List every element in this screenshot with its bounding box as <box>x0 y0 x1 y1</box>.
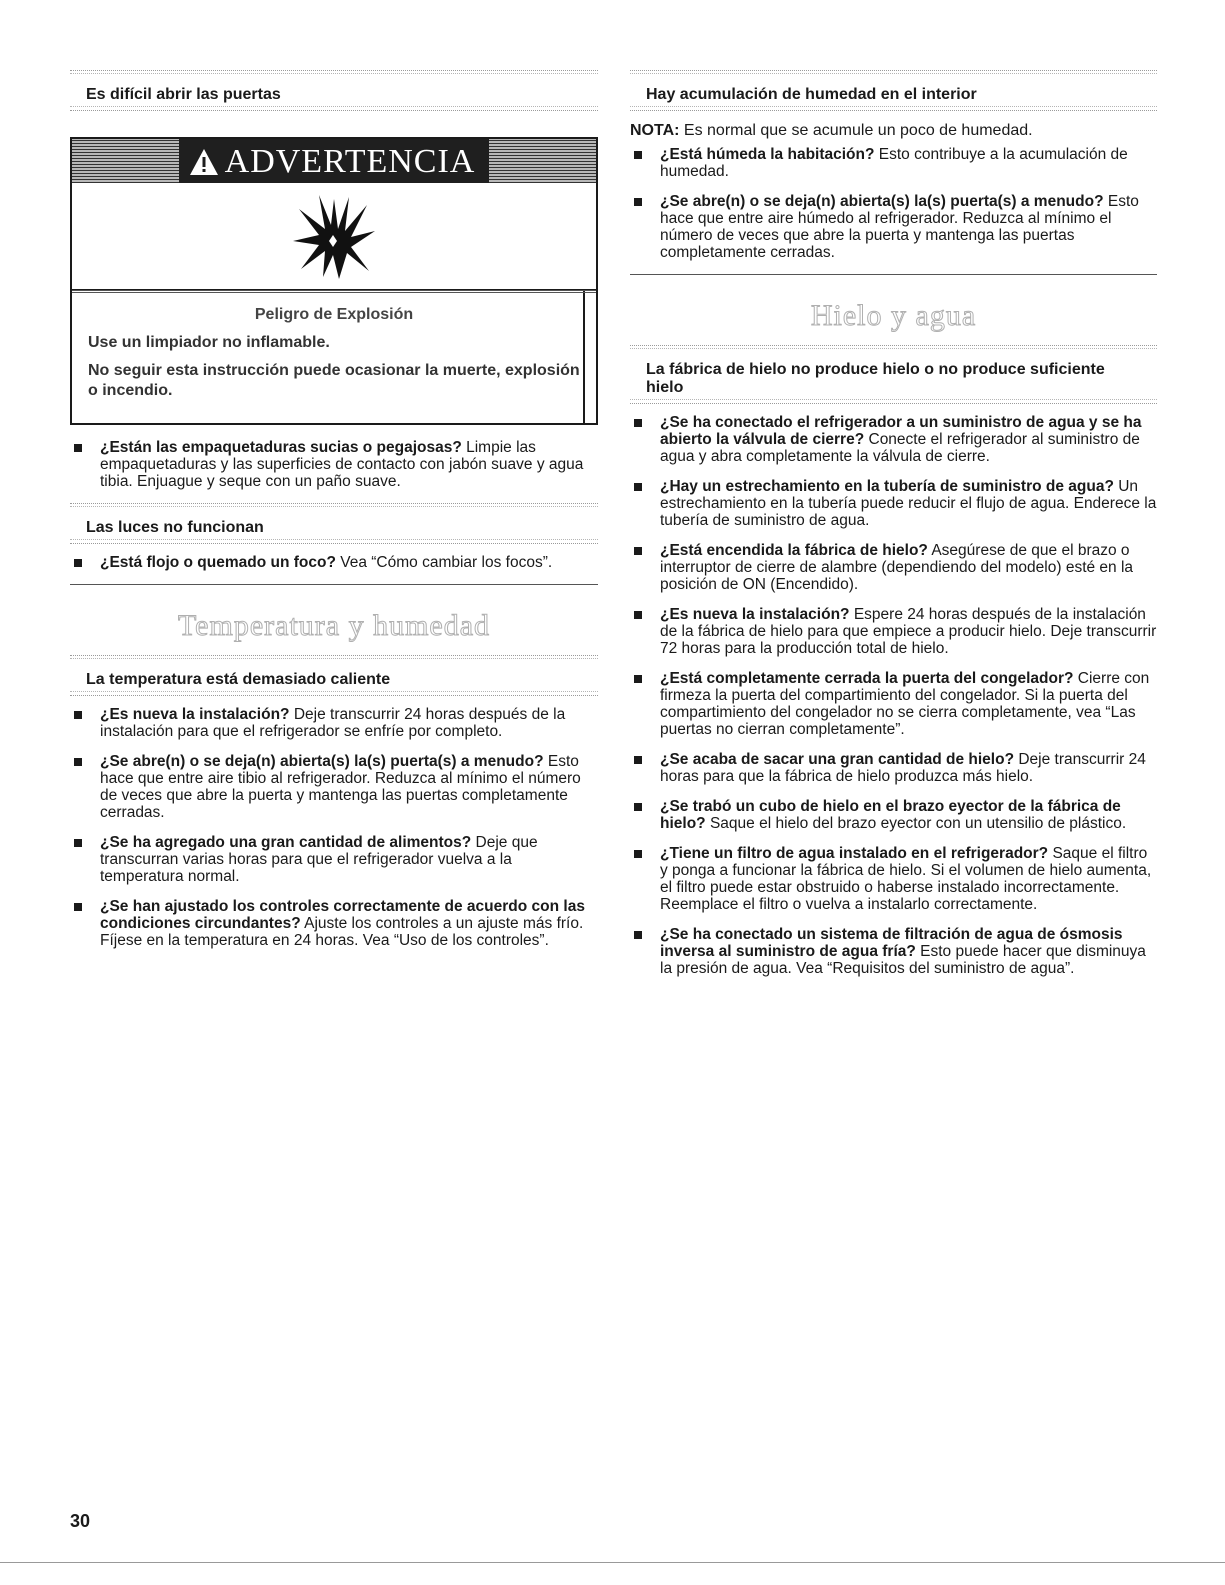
warning-box <box>70 137 598 425</box>
bullet-icon <box>634 151 642 159</box>
bullet-icon <box>634 850 642 858</box>
temp-section-title: Temperatura y humedad <box>177 609 491 642</box>
bullet-icon <box>74 711 82 719</box>
lights-list <box>70 554 598 571</box>
bullet-icon <box>634 675 642 683</box>
bullet-icon <box>634 483 642 491</box>
note: NOTA: Es normal que se acumule un poco de humedad. <box>630 122 1033 139</box>
bullet-icon <box>74 758 82 766</box>
bullet-icon <box>74 839 82 847</box>
section-divider <box>70 584 598 585</box>
humidity-list <box>630 146 1157 261</box>
list-item: ¿Está completamente cerrada la puerta del congelador? Cierre con firmeza la puerta del compartimiento del congelador. Si la puerta del compartimiento del congelador no se cierra completamente, vea “Las puertas no cierran completamente”. <box>630 670 1157 738</box>
doors-heading: Es difícil abrir las puertas <box>70 70 598 111</box>
page-bottom-rule <box>0 1562 1225 1563</box>
left-column <box>70 70 598 962</box>
ice-heading: La fábrica de hielo no produce hielo o no produce suficiente hielo <box>630 345 1157 404</box>
lights-heading: Las luces no funcionan <box>70 503 598 544</box>
bullet-icon <box>634 419 642 427</box>
list-item: ¿Se ha conectado un sistema de filtración de agua de ósmosis inversa al suministro de agua fría? Esto puede hacer que disminuya la presión de agua. Vea “Requisitos del suministro de agua”. <box>630 926 1157 977</box>
list-item: ¿Hay un estrechamiento en la tubería de suministro de agua? Un estrechamiento en la tubería puede reducir el flujo de agua. Enderece la tubería de suministro de agua. <box>630 478 1157 529</box>
list-item: ¿Está húmeda la habitación? Esto contribuye a la acumulación de humedad. <box>630 146 1157 180</box>
right-column <box>630 70 1157 990</box>
list-item: ¿Está flojo o quemado un foco? Vea “Cómo cambiar los focos”. <box>70 554 598 571</box>
warning-line-2: No seguir esta instrucción puede ocasionar la muerte, explosión o incendio. <box>88 362 580 399</box>
bullet-icon <box>74 444 82 452</box>
warning-banner-label: ADVERTENCIA <box>224 143 476 180</box>
bullet-icon <box>634 611 642 619</box>
bullet-icon <box>634 198 642 206</box>
list-item: ¿Se han ajustado los controles correctamente de acuerdo con las condiciones circundantes? Ajuste los controles a un ajuste más frío. Fíjese en la temperatura en 24 horas. Vea “Uso de los controles”. <box>70 898 598 949</box>
bullet-icon <box>634 931 642 939</box>
explosion-icon <box>289 191 379 281</box>
bullet-icon <box>634 547 642 555</box>
list-item: ¿Se ha agregado una gran cantidad de alimentos? Deje que transcurran varias horas para que el refrigerador vuelva a la temperatura normal. <box>70 834 598 885</box>
list-item: ¿Se ha conectado el refrigerador a un suministro de agua y se ha abierto la válvula de cierre? Conecte el refrigerador al suministro de agua y abra completamente la válvula de cierre. <box>630 414 1157 465</box>
list-item: ¿Está encendida la fábrica de hielo? Asegúrese de que el brazo o interruptor de cierre de alambre (dependiendo del modelo) esté en la posición de ON (Encendido). <box>630 542 1157 593</box>
page-number: 30 <box>70 1511 91 1531</box>
warning-line-1: Use un limpiador no inflamable. <box>88 334 330 351</box>
ice-section-title: Hielo y agua <box>810 299 977 332</box>
bullet-icon <box>74 903 82 911</box>
temp-list <box>70 706 598 949</box>
doors-list <box>70 439 598 490</box>
bullet-icon <box>74 559 82 567</box>
humidity-heading: Hay acumulación de humedad en el interior <box>630 70 1157 111</box>
warning-triangle-icon <box>189 148 219 176</box>
temp-heading: La temperatura está demasiado caliente <box>70 655 598 696</box>
list-item: ¿Tiene un filtro de agua instalado en el refrigerador? Saque el filtro y ponga a funcionar la fábrica de hielo. Si el volumen de hielo aumenta, el filtro puede estar obstruido o haberse instalado incorrectamente. Reemplace el filtro o vuelva a instalarlo correctamente. <box>630 845 1157 913</box>
list-item: ¿Es nueva la instalación? Espere 24 horas después de la instalación de la fábrica de hielo para que empiece a producir hielo. Deje transcurrir 72 horas para la producción total de hielo. <box>630 606 1157 657</box>
bullet-icon <box>634 803 642 811</box>
bullet-icon <box>634 756 642 764</box>
list-item: ¿Se abre(n) o se deja(n) abierta(s) la(s) puerta(s) a menudo? Esto hace que entre aire tibio al refrigerador. Reduzca al mínimo el número de veces que abre la puerta y mantenga las puertas completamente cerradas. <box>70 753 598 821</box>
warning-banner <box>72 139 596 183</box>
list-item: ¿Es nueva la instalación? Deje transcurrir 24 horas después de la instalación para que el refrigerador se enfríe por completo. <box>70 706 598 740</box>
list-item: ¿Se acaba de sacar una gran cantidad de hielo? Deje transcurrir 24 horas para que la fábrica de hielo produzca más hielo. <box>630 751 1157 785</box>
section-divider <box>630 274 1157 275</box>
warning-title: Peligro de Explosión <box>254 306 414 323</box>
ice-list <box>630 414 1157 977</box>
list-item: ¿Se trabó un cubo de hielo en el brazo eyector de la fábrica de hielo? Saque el hielo del brazo eyector con un utensilio de plástico. <box>630 798 1157 832</box>
list-item: ¿Se abre(n) o se deja(n) abierta(s) la(s) puerta(s) a menudo? Esto hace que entre aire húmedo al refrigerador. Reduzca al mínimo el número de veces que abre la puerta y mantenga las puertas completamente cerradas. <box>630 193 1157 261</box>
list-item: ¿Están las empaquetaduras sucias o pegajosas? Limpie las empaquetaduras y las superficies de contacto con jabón suave y agua tibia. Enjuague y seque con un paño suave. <box>70 439 598 490</box>
